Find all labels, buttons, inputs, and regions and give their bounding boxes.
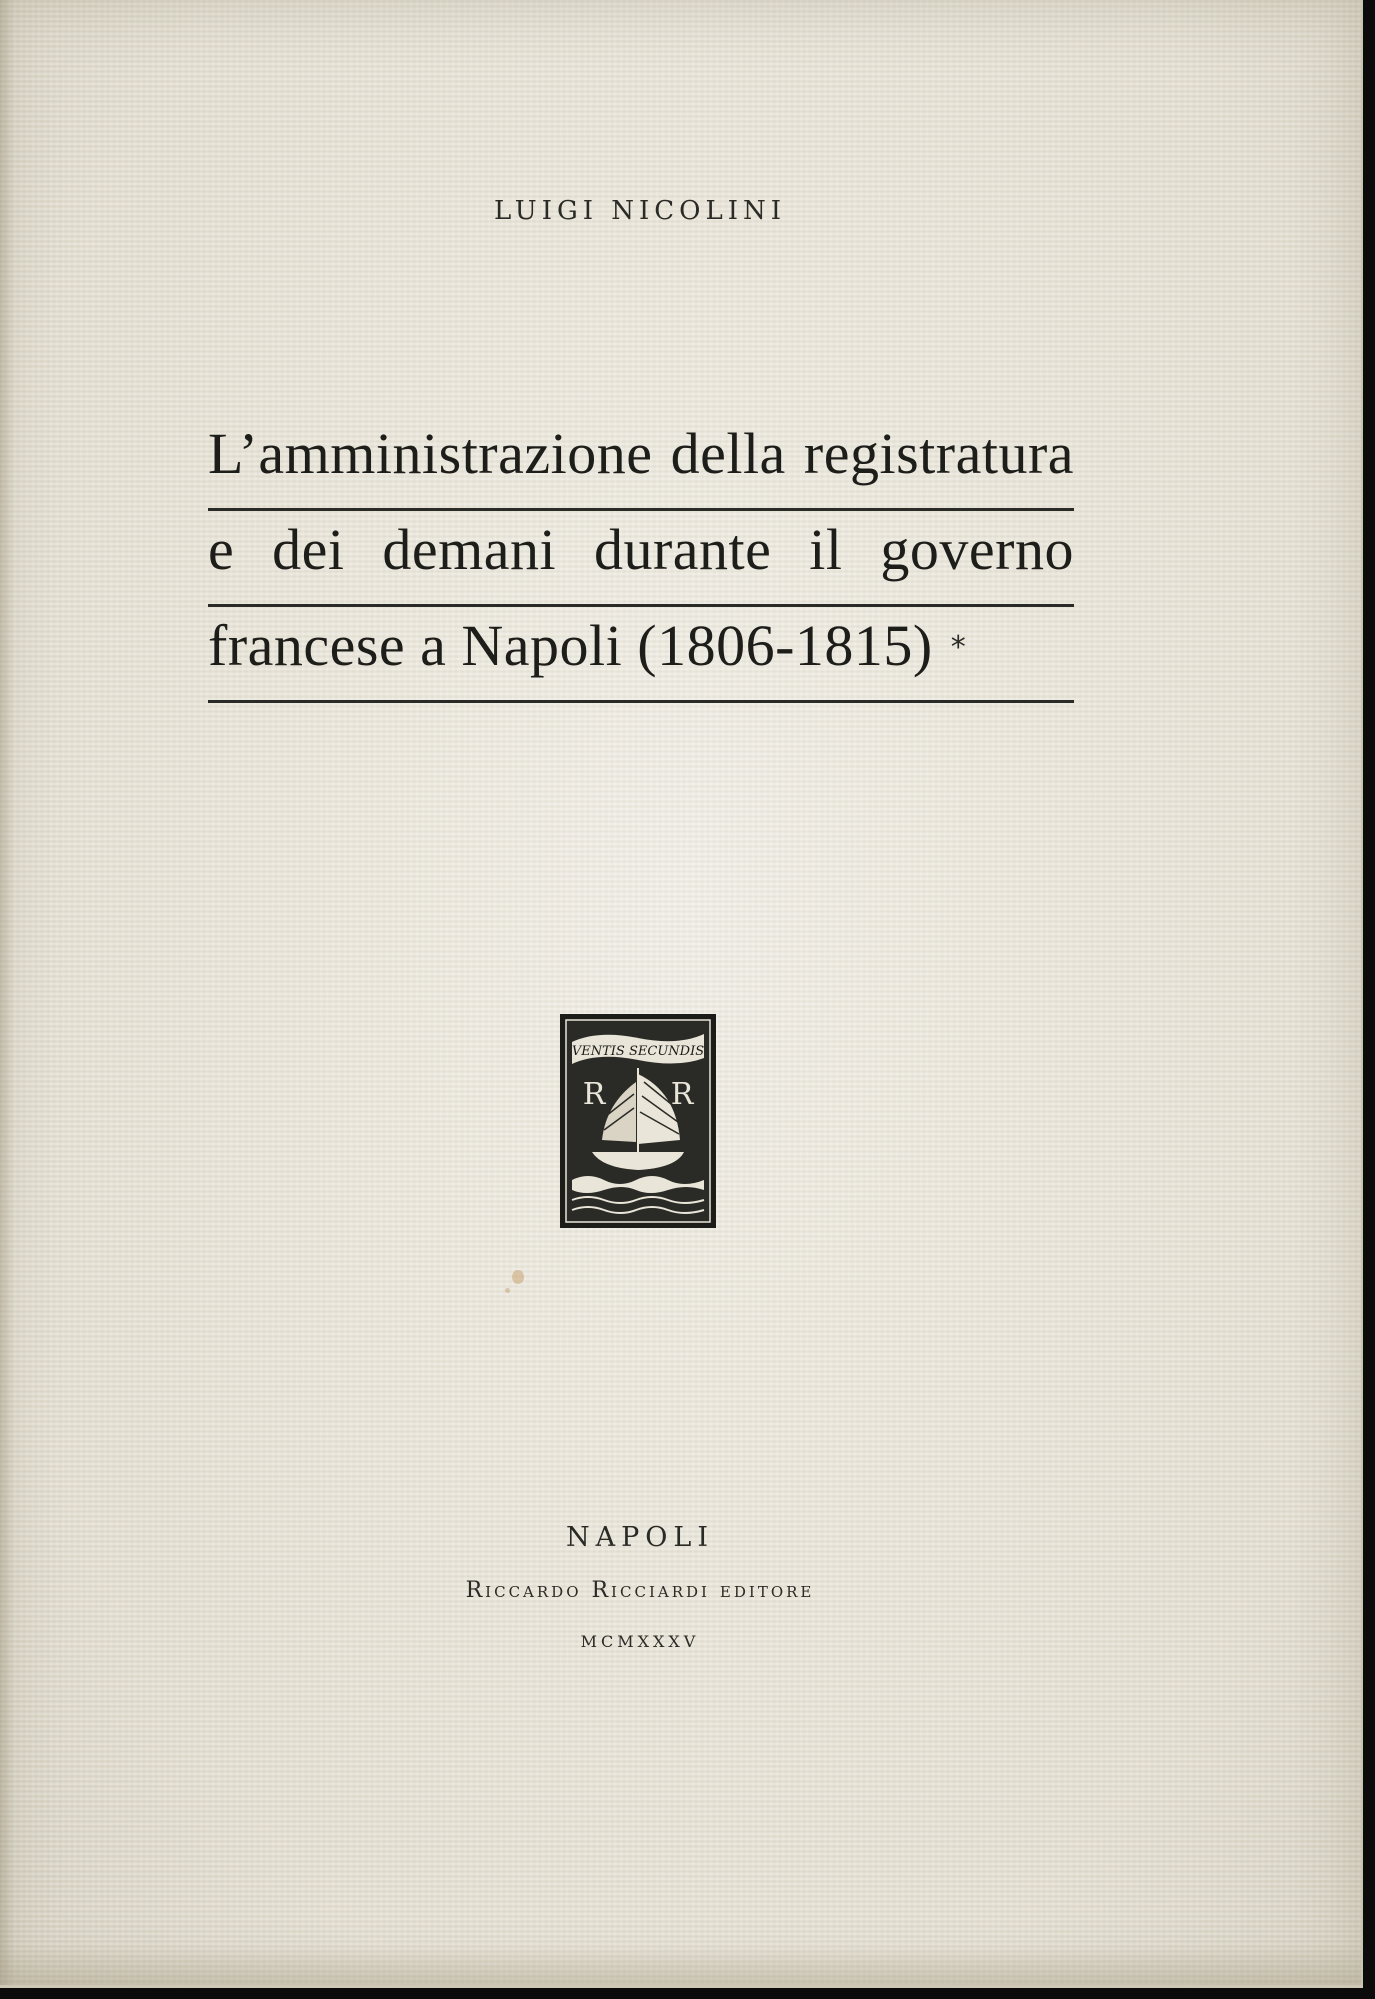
book-title (208, 415, 1074, 703)
publisher-name: Riccardo Ricciardi editore (465, 1578, 815, 1603)
monogram-left: R (582, 1077, 606, 1112)
title-line-1: L’amministrazione della registratura (208, 415, 1074, 511)
title-line-2: e dei demani durante il governo (208, 511, 1074, 607)
title-asterisk: * (950, 630, 967, 665)
paper-stain (505, 1288, 510, 1293)
paper-stain (512, 1270, 524, 1284)
publication-year: MCMXXXV (580, 1632, 700, 1651)
publication-place: NAPOLI (565, 1522, 715, 1553)
worn-bottom-edge (0, 1945, 1361, 1985)
title-line-3-text: francese a Napoli (1806-1815) (208, 613, 933, 678)
emblem-motto: VENTIS SECUNDIS (571, 1044, 705, 1059)
author-name: LUIGI NICOLINI (493, 196, 787, 226)
title-line-3 (208, 607, 1074, 703)
publisher-emblem (558, 1012, 718, 1230)
spine-edge (0, 0, 14, 1985)
monogram-right: R (670, 1077, 694, 1112)
